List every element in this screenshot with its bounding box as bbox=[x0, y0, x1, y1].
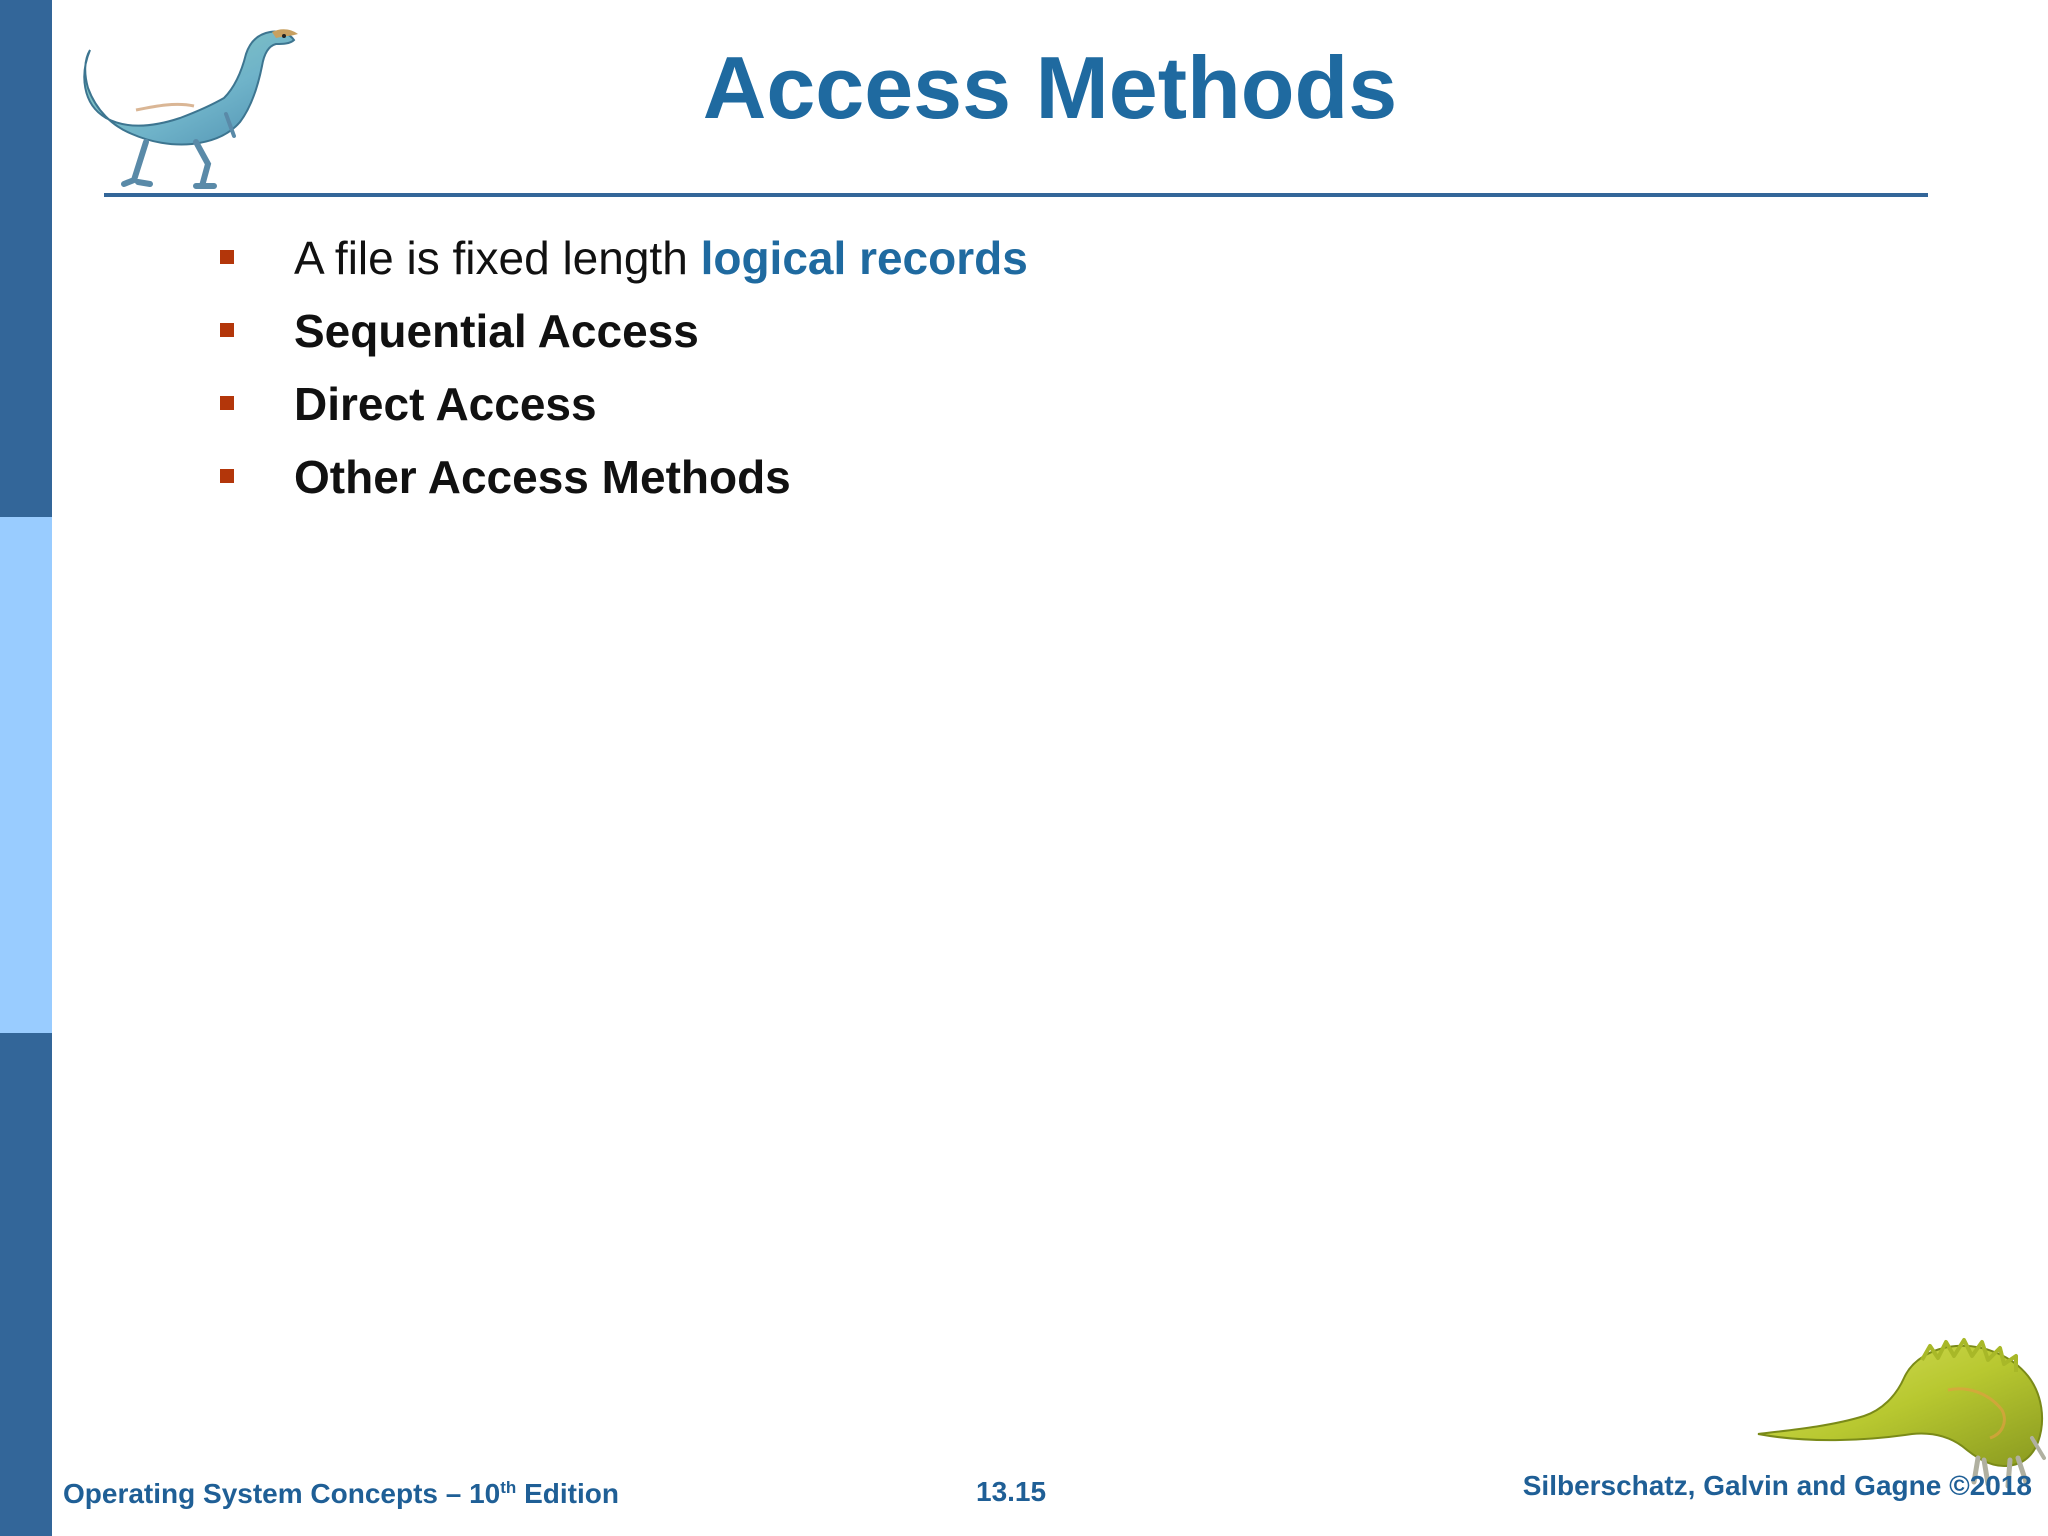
bullet-text: Sequential Access bbox=[294, 305, 699, 357]
bullet-item bbox=[218, 295, 1028, 368]
footer-book-title bbox=[63, 1479, 619, 1508]
bullet-list bbox=[218, 222, 1028, 514]
footer-page-number: 13.15 bbox=[976, 1476, 1047, 1507]
title-divider bbox=[104, 193, 1928, 197]
bullet-item bbox=[218, 368, 1028, 441]
bullet-item bbox=[218, 222, 1028, 295]
square-bullet-icon bbox=[220, 250, 234, 264]
footer-book-sup: th bbox=[500, 1478, 517, 1497]
footer-book-prefix: Operating System Concepts – 10 bbox=[63, 1478, 501, 1509]
square-bullet-icon bbox=[220, 323, 234, 337]
square-bullet-icon bbox=[220, 469, 234, 483]
dinosaur-bottom-right-icon bbox=[1752, 1330, 2048, 1490]
sidebar-light-middle bbox=[0, 517, 52, 1033]
bullet-text: Other Access Methods bbox=[294, 451, 791, 503]
bullet-highlight: logical records bbox=[700, 232, 1028, 284]
sidebar-dark-top bbox=[0, 0, 52, 517]
slide-title: Access Methods bbox=[702, 38, 1398, 137]
bullet-text: Direct Access bbox=[294, 378, 597, 430]
footer-book-suffix: Edition bbox=[516, 1478, 619, 1509]
bullet-item bbox=[218, 441, 1028, 514]
sidebar-dark-bottom bbox=[0, 1033, 52, 1536]
footer-copyright: Silberschatz, Galvin and Gagne ©2018 bbox=[1522, 1470, 2032, 1501]
bullet-text: A file is fixed length bbox=[294, 232, 701, 284]
square-bullet-icon bbox=[220, 396, 234, 410]
